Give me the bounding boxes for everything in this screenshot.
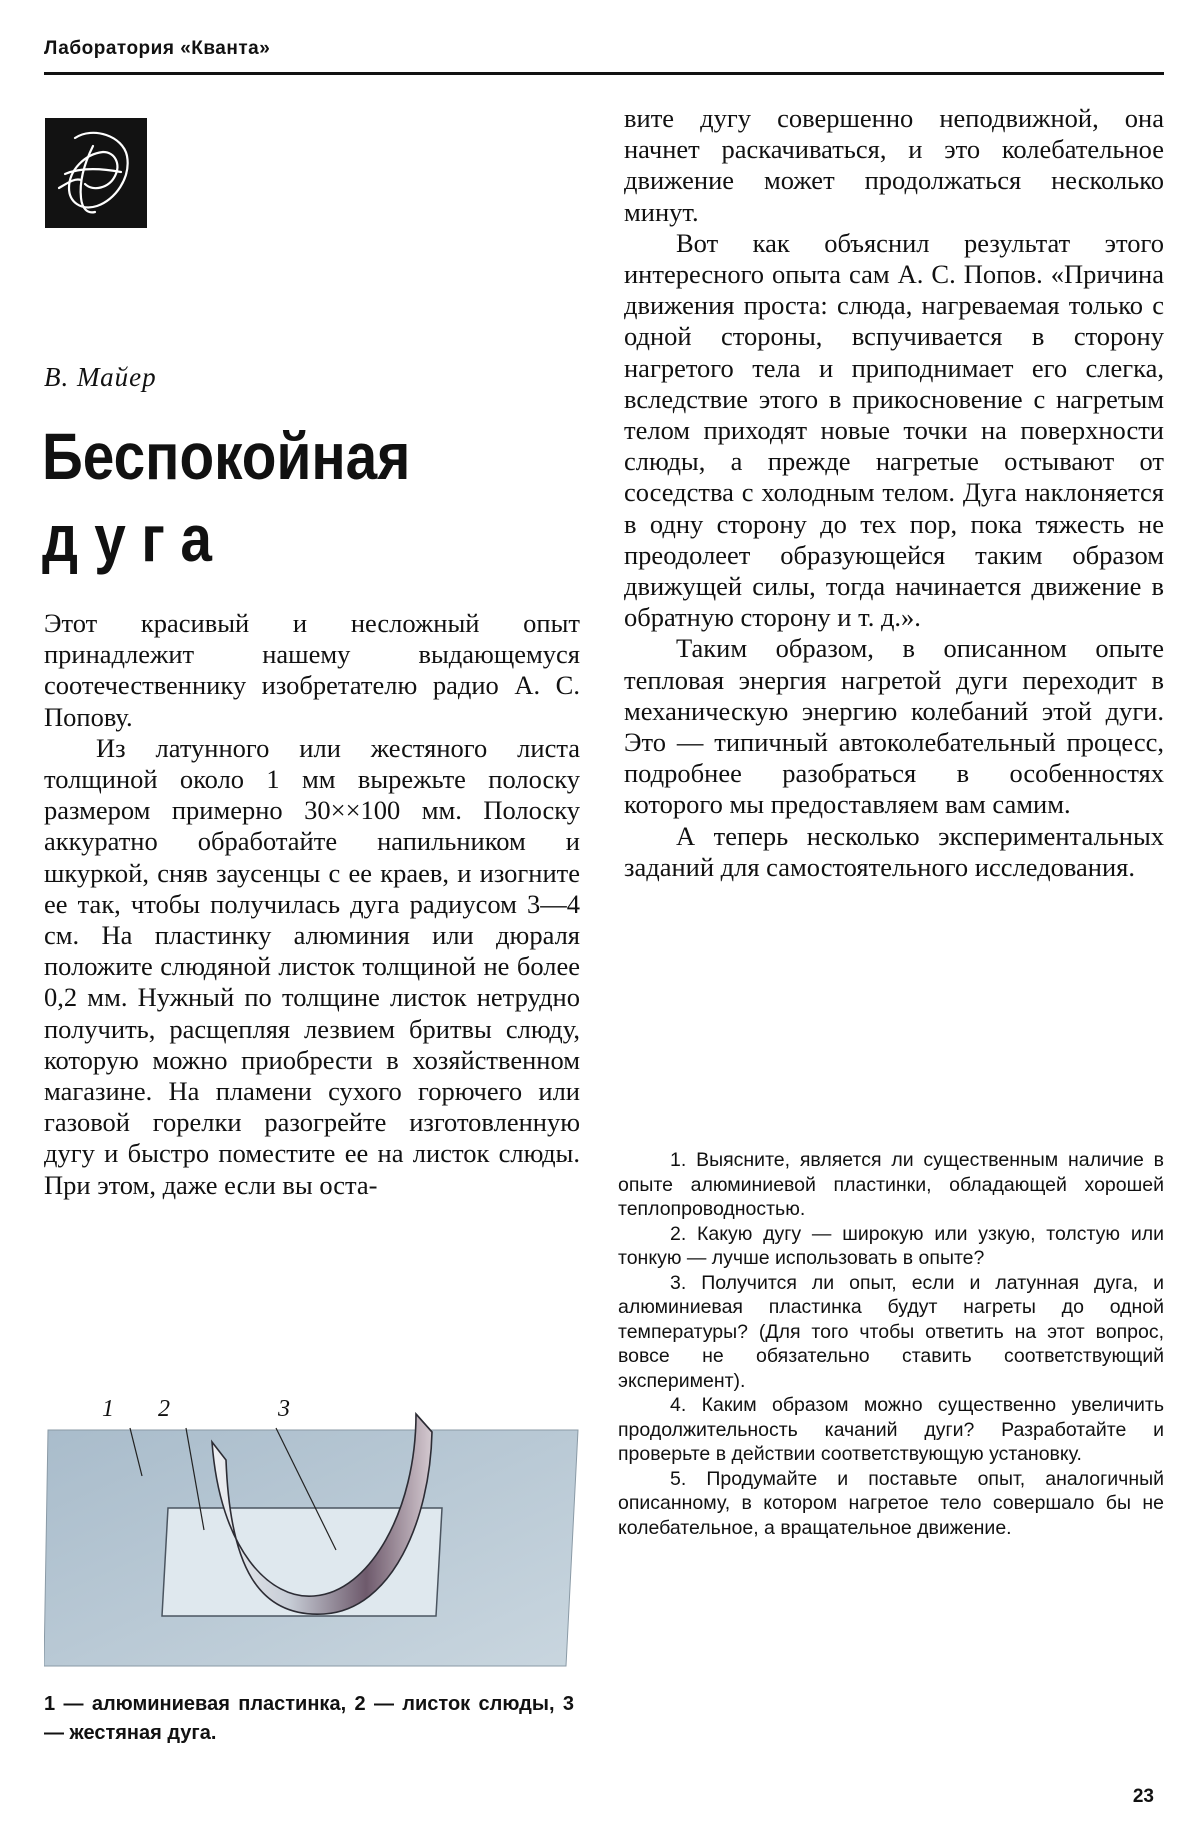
figure-label-3: 3 xyxy=(278,1396,290,1422)
exercise-item: 5. Продумайте и поставьте опыт, аналогичный описанному, в котором нагретое тело совершало бы не колебательное, а вращательное движение. xyxy=(618,1467,1164,1539)
body-paragraph: Таким образом, в описанном опыте тепловая энергия нагретой дуги переходит в механическую энергию колебаний этой дуги. Это — типичный автоколебательный процесс, подробнее разобраться в особенностях которого мы предоставляем вам самим. xyxy=(624,633,1164,820)
body-paragraph: вите дугу совершенно неподвижной, она начнет раскачиваться, и это колебательное движение может продолжаться несколько минут. xyxy=(624,103,1164,227)
figure-caption: 1 — алюминиевая пластинка, 2 — листок слюды, 3 — жестяная дуга. xyxy=(44,1693,574,1744)
exercise-item: 3. Получится ли опыт, если и латунная дуга, и алюминиевая пластинка будут нагреты до одной температуры? (Для того чтобы ответить на этот вопрос, вовсе не обязательно ставить соответствующий эксперимент). xyxy=(618,1271,1164,1392)
figure-label-1: 1 xyxy=(102,1396,114,1422)
arc-illustration xyxy=(44,1400,584,1672)
body-paragraph: Этот красивый и несложный опыт принадлежит нашему выдающемуся соотечественнику изобретателю радио А. С. Попову. xyxy=(44,608,580,732)
page-number: 23 xyxy=(1132,1786,1154,1807)
exercise-list xyxy=(618,1148,1164,1540)
exercise-item: 1. Выясните, является ли существенным наличие в опыте алюминиевой пластинки, обладающей хорошей теплопроводностью. xyxy=(618,1149,1164,1220)
article-title xyxy=(42,415,506,579)
body-column-left xyxy=(44,608,580,1201)
title-line-2: дуга xyxy=(42,501,228,575)
body-paragraph: Вот как объяснил результат этого интересного опыта сам А. С. Попов. «Причина движения проста: слюда, нагреваемая только с одной стороны, вспучивается в сторону нагретого тела и приподнимает его слегка, вследствие этого в прикосновение с нагретым телом приходят новые точки на поверхности слюды, а прежде нагретые остывают от соседства с холодным телом. Дуга наклоняется в одну сторону до тех пор, пока тяжесть не преодолеет образующейся таким образом движущей силы, тогда начинается движение в обратную сторону и т. д.». xyxy=(624,227,1164,633)
exercise-item: 2. Какую дугу — широкую или узкую, толстую или тонкую — лучше использовать в опыте? xyxy=(618,1222,1164,1269)
header-rule xyxy=(44,72,1164,75)
running-head: Лаборатория «Кванта» xyxy=(44,38,271,59)
experiment-figure xyxy=(44,1396,584,1672)
logo-monogram-icon xyxy=(45,118,147,228)
laboratory-logo xyxy=(45,118,147,228)
body-paragraph: А теперь несколько экспериментальных заданий для самостоятельного исследования. xyxy=(624,820,1164,882)
article-author: В. Майер xyxy=(44,362,157,392)
body-column-right xyxy=(624,103,1164,883)
figure-label-2: 2 xyxy=(158,1396,170,1422)
exercise-item: 4. Каким образом можно существенно увеличить продолжительность качаний дуги? Разработайте и проверьте в действии соответствующую установку. xyxy=(618,1394,1164,1465)
title-line-1: Беспокойная xyxy=(42,419,411,493)
body-paragraph: Из латунного или жестяного листа толщиной около 1 мм вырежьте полоску размером примерно 30××100 мм. Полоску аккуратно обработайте напильником и шкуркой, сняв заусенцы с ее краев, и изогните ее так, чтобы получилась дуга радиусом 3—4 см. На пластинку алюминия или дюраля положите слюдяной листок толщиной не более 0,2 мм. Нужный по толщине листок нетрудно получить, расщепляя лезвием бритвы слюду, которую можно приобрести в хозяйственном магазине. На пламени сухого горючего или газовой горелки разогрейте изготовленную дугу и быстро поместите ее на листок слюды. При этом, даже если вы оста- xyxy=(44,732,580,1200)
